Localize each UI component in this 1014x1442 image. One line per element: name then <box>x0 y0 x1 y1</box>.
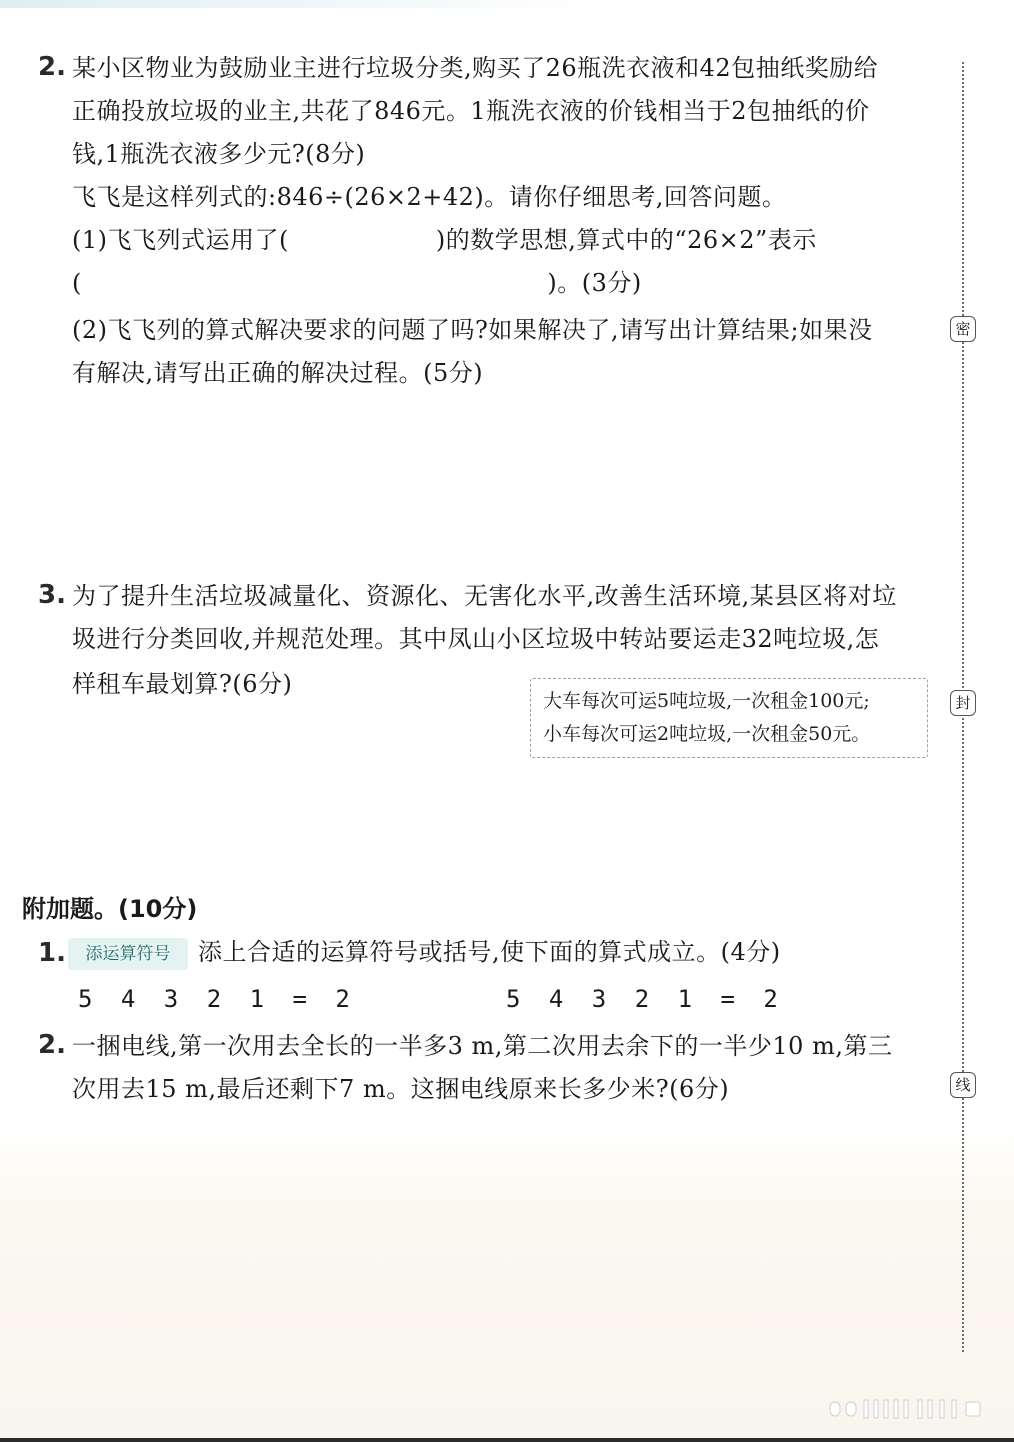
q2-sub2-line-2: 有解决,请写出正确的解决过程。(5分) <box>72 359 484 387</box>
q2-line-2: 正确投放垃圾的业主,共花了846元。1瓶洗衣液的价钱相当于2包抽纸的价 <box>72 97 870 125</box>
q2-sub2-line-1: (2)飞飞列的算式解决要求的问题了吗?如果解决了,请写出计算结果;如果没 <box>72 316 873 344</box>
bonus-q2-number: 2. <box>38 1030 66 1060</box>
q2-line-4: 飞飞是这样列式的:846÷(26×2+42)。请你仔细思考,回答问题。 <box>72 183 787 211</box>
q3-number: 3. <box>38 580 66 610</box>
bottom-edge <box>0 1438 1014 1442</box>
bonus-q2-line-1: 一捆电线,第一次用去全长的一半多3 m,第二次用去余下的一半少10 m,第三 <box>72 1032 893 1060</box>
truck-info-box <box>530 678 928 758</box>
big-truck-info: 大车每次可运5吨垃圾,一次租金100元; <box>543 690 870 712</box>
small-truck-info: 小车每次可运2吨垃圾,一次租金50元。 <box>543 723 871 745</box>
q3-line-3: 样租车最划算?(6分) <box>72 670 293 698</box>
q2-sub1-line-2: ( )。(3分) <box>72 269 642 297</box>
margin-mark-xian: 线 <box>950 1072 976 1098</box>
margin-mark-feng: 封 <box>950 690 976 716</box>
q3-line-1: 为了提升生活垃圾减量化、资源化、无害化水平,改善生活环境,某县区将对垃 <box>72 582 897 610</box>
bonus-q2-line-2: 次用去15 m,最后还剩下7 m。这捆电线原来长多少米?(6分) <box>72 1075 730 1103</box>
q2-line-1: 某小区物业为鼓励业主进行垃圾分类,购买了26瓶洗衣液和42包抽纸奖励给 <box>72 54 879 82</box>
bonus-heading: 附加题。(10分) <box>22 895 198 923</box>
q2-line-3: 钱,1瓶洗衣液多少元?(8分) <box>72 140 366 168</box>
equation-left: 5 4 3 2 1 = 2 <box>78 985 352 1013</box>
bonus-q1-tag: 添运算符号 <box>68 938 188 970</box>
top-band <box>0 0 1014 8</box>
q3-line-2: 圾进行分类回收,并规范处理。其中凤山小区垃圾中转站要运走32吨垃圾,怎 <box>72 625 880 653</box>
q2-sub1-line-1: (1)飞飞列式运用了( )的数学思想,算式中的“26×2”表示 <box>72 226 817 254</box>
bonus-q1-number: 1. <box>38 938 66 968</box>
bonus-q1-text: 添上合适的运算符号或括号,使下面的算式成立。(4分) <box>198 938 781 966</box>
q2-number: 2. <box>38 52 66 82</box>
margin-mark-mi: 密 <box>950 316 976 342</box>
equation-right: 5 4 3 2 1 = 2 <box>506 985 780 1013</box>
watermark-icon <box>828 1398 988 1420</box>
